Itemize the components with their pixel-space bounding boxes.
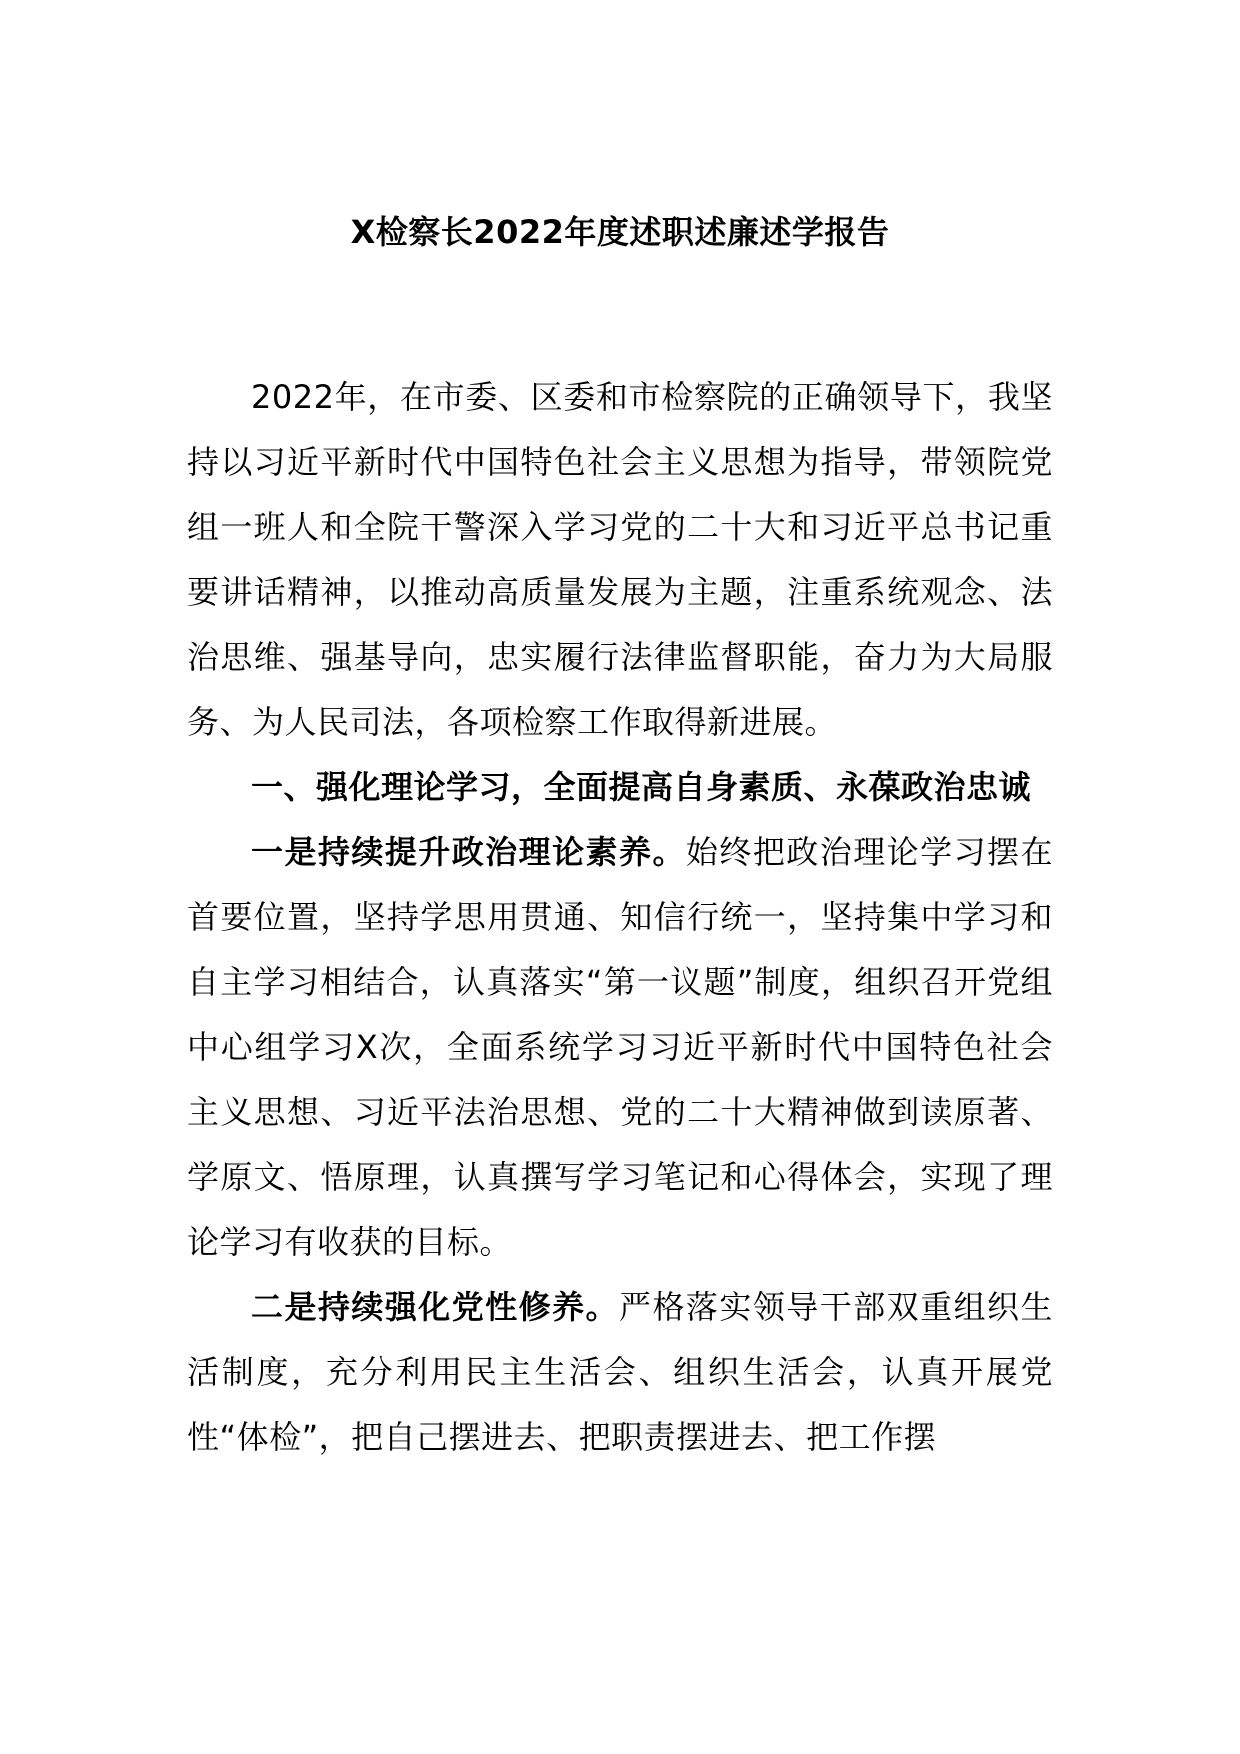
section-heading-1: 一、强化理论学习，全面提高自身素质、永葆政治忠诚 (251, 768, 1032, 806)
paragraph-item-1 (187, 820, 1053, 1275)
item-1-lead: 一是持续提升政治理论素养。 (251, 833, 686, 871)
item-1-text: 始终把政治理论学习摆在首要位置，坚持学思用贯通、知信行统一，坚持集中学习和自主学习相结合，认真落实“第一议题”制度，组织召开党组中心组学习X次，全面系统学习习近平新时代中国特色社会主义思想、习近平法治思想、党的二十大精神做到读原著、学原文、悟原理，认真撰写学习笔记和心得体会，实现了理论学习有收获的目标。 (187, 833, 1053, 1261)
document-title: X检察长2022年度述职述廉述学报告 (350, 213, 890, 251)
item-2-text: 严格落实领导干部双重组织生活制度，充分利用民主生活会、组织生活会，认真开展党性“体检”，把自己摆进去、把职责摆进去、把工作摆 (187, 1288, 1053, 1456)
document-body (187, 365, 1053, 1470)
intro-paragraph: 2022年，在市委、区委和市检察院的正确领导下，我坚持以习近平新时代中国特色社会主义思想为指导，带领院党组一班人和全院干警深入学习党的二十大和习近平总书记重要讲话精神，以推动高质量发展为主题，注重系统观念、法治思维、强基导向，忠实履行法律监督职能，奋力为大局服务、为人民司法，各项检察工作取得新进展。 (187, 378, 1053, 741)
paragraph-item-2 (187, 1275, 1053, 1470)
item-2-lead: 二是持续强化党性修养。 (251, 1288, 620, 1326)
